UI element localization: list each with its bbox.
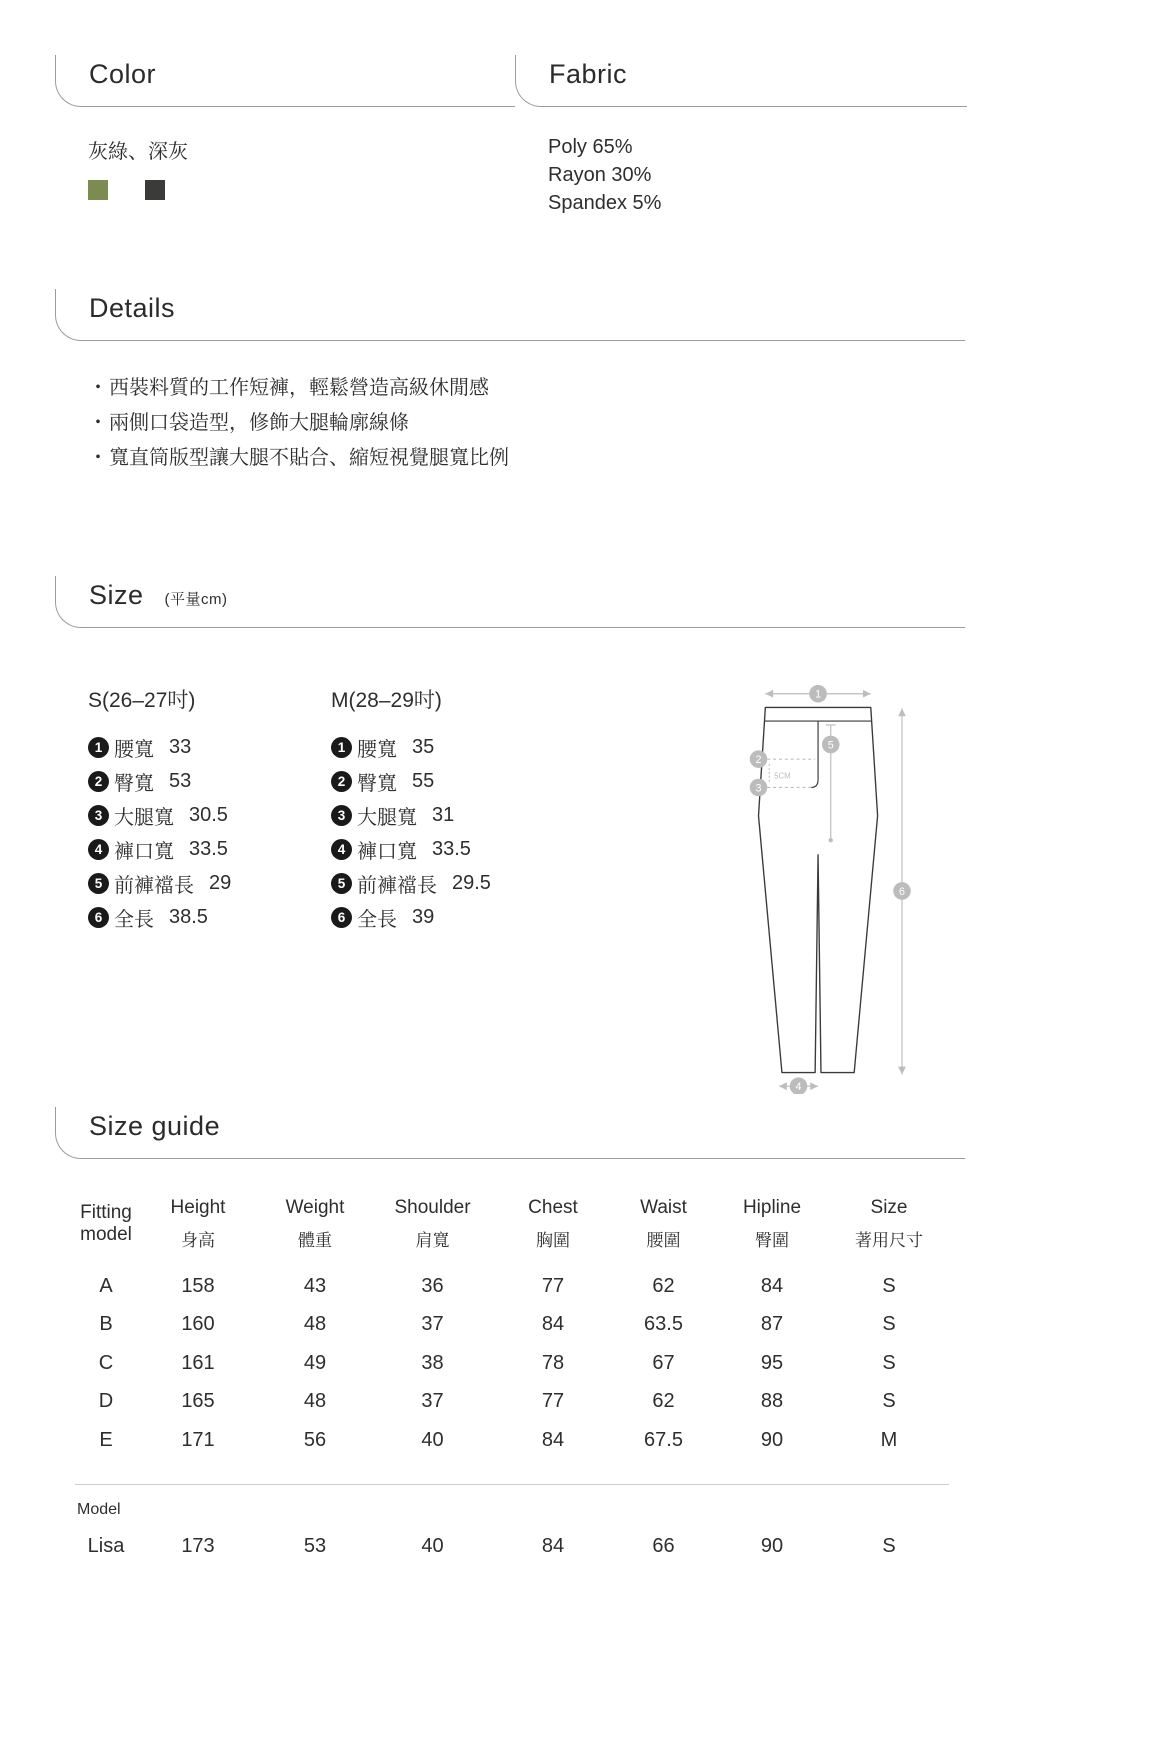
cell-chest: 78: [541, 1351, 565, 1374]
cell-shoulder: 38: [421, 1351, 444, 1374]
fabric-section: [515, 55, 967, 217]
cell-shoulder: 37: [421, 1390, 444, 1413]
table-row: [75, 1267, 965, 1306]
details-bullet-list: [88, 371, 965, 476]
size-guide-header-row: [75, 1197, 965, 1251]
cell-shoulder: 36: [421, 1274, 444, 1297]
cell-waist: 62: [652, 1274, 675, 1297]
marker-6-badge: 6: [899, 885, 905, 898]
cell-weight: 48: [303, 1390, 327, 1413]
measure-value: 38.5: [169, 905, 208, 928]
pants-measurement-diagram: [718, 684, 923, 1099]
cell-hipline: 87: [760, 1313, 784, 1336]
measure-label: 前褲襠長: [357, 874, 437, 897]
details-section: [55, 289, 965, 476]
size-title-text: Size: [89, 580, 144, 610]
column-header-en: Hipline: [742, 1197, 802, 1218]
table-row: [75, 1421, 965, 1460]
measure-number-badge: 6: [88, 907, 109, 928]
measure-number-badge: 2: [88, 771, 109, 792]
fabric-line: Poly 65%: [548, 136, 633, 158]
column-header-en: Waist: [640, 1197, 687, 1218]
size-guide-section: [55, 1107, 965, 1567]
fabric-line: Rayon 30%: [548, 164, 652, 186]
marker-2-badge: 2: [755, 754, 762, 767]
color-swatches: [88, 180, 515, 200]
measure-label: 大腿寬: [357, 806, 417, 829]
measure-value: 29: [209, 871, 232, 894]
cell-hipline: 88: [760, 1390, 784, 1413]
measurement-row: [331, 730, 574, 764]
cell-weight: 43: [303, 1274, 327, 1297]
fabric-line: Spandex 5%: [548, 192, 662, 214]
measure-number-badge: 4: [331, 839, 352, 860]
measure-label: 大腿寬: [114, 806, 174, 829]
table-divider: [75, 1484, 949, 1485]
measure-label: 腰寬: [357, 738, 397, 761]
marker-4-badge: 4: [795, 1081, 802, 1094]
detail-bullet: ・ 西裝料質的工作短褲，輕鬆營造高級休閒感: [88, 371, 965, 406]
cell-height: 161: [181, 1351, 215, 1374]
cell-weight: 48: [303, 1313, 327, 1336]
measure-value: 29.5: [452, 871, 491, 894]
column-header-en: Shoulder: [394, 1197, 471, 1218]
table-row: [75, 1344, 965, 1383]
measurement-row: [88, 832, 331, 866]
column-header: [371, 1197, 494, 1251]
measure-value: 39: [412, 905, 435, 928]
fabric-composition: [548, 133, 967, 217]
model-label: Model: [77, 1500, 121, 1518]
column-header-line2: model: [80, 1224, 132, 1245]
cell-shoulder: 37: [421, 1313, 444, 1336]
cell-height: 158: [181, 1274, 215, 1297]
measure-number-badge: 5: [88, 873, 109, 894]
measurement-row: [88, 798, 331, 832]
column-header-zh: 腰圍: [646, 1231, 681, 1250]
measure-number-badge: 5: [331, 873, 352, 894]
cell-size: S: [882, 1313, 896, 1336]
cell-weight: 56: [303, 1428, 327, 1451]
size-s-header: S(26–27吋): [88, 689, 196, 712]
measure-value: 55: [412, 769, 435, 792]
size-guide-table: [75, 1197, 965, 1567]
size-section-title: [55, 576, 965, 628]
size-unit-note: (平量cm): [164, 591, 228, 608]
cell-waist: 67.5: [644, 1428, 683, 1451]
detail-bullet: ・ 兩側口袋造型，修飾大腿輪廓線條: [88, 406, 965, 441]
marker-1-badge: 1: [815, 688, 822, 701]
measure-value: 33.5: [189, 837, 228, 860]
detail-bullet: ・ 寬直筒版型讓大腿不貼合、縮短視覺腿寬比例: [88, 441, 965, 476]
cell-fitting-model: B: [99, 1313, 113, 1336]
column-header-en: Fitting: [80, 1202, 132, 1223]
cell-weight: 53: [303, 1535, 327, 1557]
color-swatch-dark-gray: [145, 180, 165, 200]
measurement-row: [331, 900, 574, 934]
size-m-header: M(28–29吋): [331, 689, 442, 712]
column-header-zh: 臀圍: [755, 1231, 789, 1250]
fabric-section-title: Fabric: [515, 55, 967, 107]
column-header-en: Size: [870, 1197, 908, 1218]
column-header: [75, 1202, 137, 1246]
measurement-row: [331, 832, 574, 866]
measure-label: 臀寬: [114, 772, 154, 795]
diagram-note-5cm: 5CM: [774, 771, 791, 781]
measure-number-badge: 1: [331, 737, 352, 758]
cell-weight: 49: [303, 1351, 327, 1374]
size-column-s: [88, 684, 331, 1099]
cell-size: S: [882, 1390, 896, 1413]
measure-value: 53: [169, 769, 192, 792]
cell-fitting-model: C: [98, 1351, 114, 1374]
cell-hipline: 84: [760, 1274, 784, 1297]
measure-label: 全長: [357, 908, 397, 931]
color-section: [55, 55, 515, 217]
cell-height: 173: [181, 1535, 215, 1557]
cell-chest: 77: [541, 1390, 565, 1413]
color-names-text: 灰綠、深灰: [88, 141, 188, 163]
cell-height: 171: [181, 1428, 215, 1451]
cell-height: 160: [181, 1313, 215, 1336]
marker-3-badge: 3: [755, 782, 762, 795]
cell-chest: 84: [541, 1313, 565, 1336]
details-section-title: Details: [55, 289, 965, 341]
column-header-en: Height: [170, 1197, 226, 1218]
cell-shoulder: 40: [421, 1428, 444, 1451]
measure-number-badge: 3: [331, 805, 352, 826]
cell-chest: 84: [541, 1428, 565, 1451]
measurement-row: [88, 730, 331, 764]
size-guide-section-title: Size guide: [55, 1107, 965, 1159]
cell-size: S: [882, 1351, 896, 1374]
measurement-row: [88, 900, 331, 934]
measure-label: 前褲襠長: [114, 874, 194, 897]
cell-chest: 84: [541, 1535, 565, 1557]
color-fabric-row: [55, 55, 1167, 217]
column-header: [259, 1197, 371, 1251]
column-header-zh: 體重: [298, 1231, 332, 1250]
column-header-zh: 肩寬: [415, 1231, 450, 1250]
measure-number-badge: 4: [88, 839, 109, 860]
table-row: [75, 1383, 965, 1422]
column-header-en: Weight: [285, 1197, 345, 1218]
measurement-row: [88, 764, 331, 798]
cell-fitting-model: D: [98, 1390, 114, 1413]
column-header: [137, 1197, 259, 1251]
column-header: [494, 1197, 612, 1251]
cell-height: 165: [181, 1390, 215, 1413]
cell-waist: 67: [652, 1351, 675, 1374]
cell-waist: 66: [652, 1535, 675, 1557]
measurement-row: [331, 866, 574, 900]
measurement-row: [331, 764, 574, 798]
measure-number-badge: 3: [88, 805, 109, 826]
measure-number-badge: 2: [331, 771, 352, 792]
column-header-en: Chest: [528, 1197, 578, 1218]
column-header: [612, 1197, 715, 1251]
measure-value: 33.5: [432, 837, 471, 860]
cell-size: S: [882, 1535, 896, 1557]
cell-waist: 62: [652, 1390, 675, 1413]
table-row: [75, 1306, 965, 1345]
cell-size: S: [882, 1274, 896, 1297]
cell-shoulder: 40: [421, 1535, 444, 1557]
size-column-m: [331, 684, 574, 1099]
cell-fitting-model: E: [99, 1428, 113, 1451]
column-header-zh: 胸圍: [536, 1231, 570, 1250]
color-swatch-gray-green: [88, 180, 108, 200]
cell-chest: 77: [541, 1274, 565, 1297]
measure-value: 31: [432, 803, 455, 826]
cell-hipline: 95: [760, 1351, 784, 1374]
cell-size: M: [880, 1428, 898, 1451]
column-header-zh: 著用尺寸: [855, 1231, 923, 1250]
measure-label: 全長: [114, 908, 154, 931]
measure-number-badge: 1: [88, 737, 109, 758]
measure-label: 腰寬: [114, 738, 154, 761]
cell-waist: 63.5: [644, 1313, 683, 1336]
measurement-row: [88, 866, 331, 900]
measure-label: 臀寬: [357, 772, 397, 795]
marker-5-badge: 5: [827, 739, 834, 752]
cell-model-name: Lisa: [87, 1535, 125, 1557]
measurement-row: [331, 798, 574, 832]
cell-fitting-model: A: [99, 1274, 113, 1297]
measure-value: 35: [412, 735, 435, 758]
column-header-zh: 身高: [181, 1231, 215, 1250]
color-section-title: Color: [55, 55, 515, 107]
column-header: [715, 1197, 829, 1251]
size-content: [55, 684, 965, 1099]
measure-label: 褲口寬: [357, 840, 417, 863]
cell-hipline: 90: [760, 1428, 784, 1451]
measure-label: 褲口寬: [114, 840, 174, 863]
size-section: [55, 576, 965, 1099]
model-table-row: [75, 1527, 965, 1567]
measure-value: 33: [169, 735, 192, 758]
cell-hipline: 90: [760, 1535, 784, 1557]
column-header: [829, 1197, 949, 1251]
measure-number-badge: 6: [331, 907, 352, 928]
measure-value: 30.5: [189, 803, 228, 826]
